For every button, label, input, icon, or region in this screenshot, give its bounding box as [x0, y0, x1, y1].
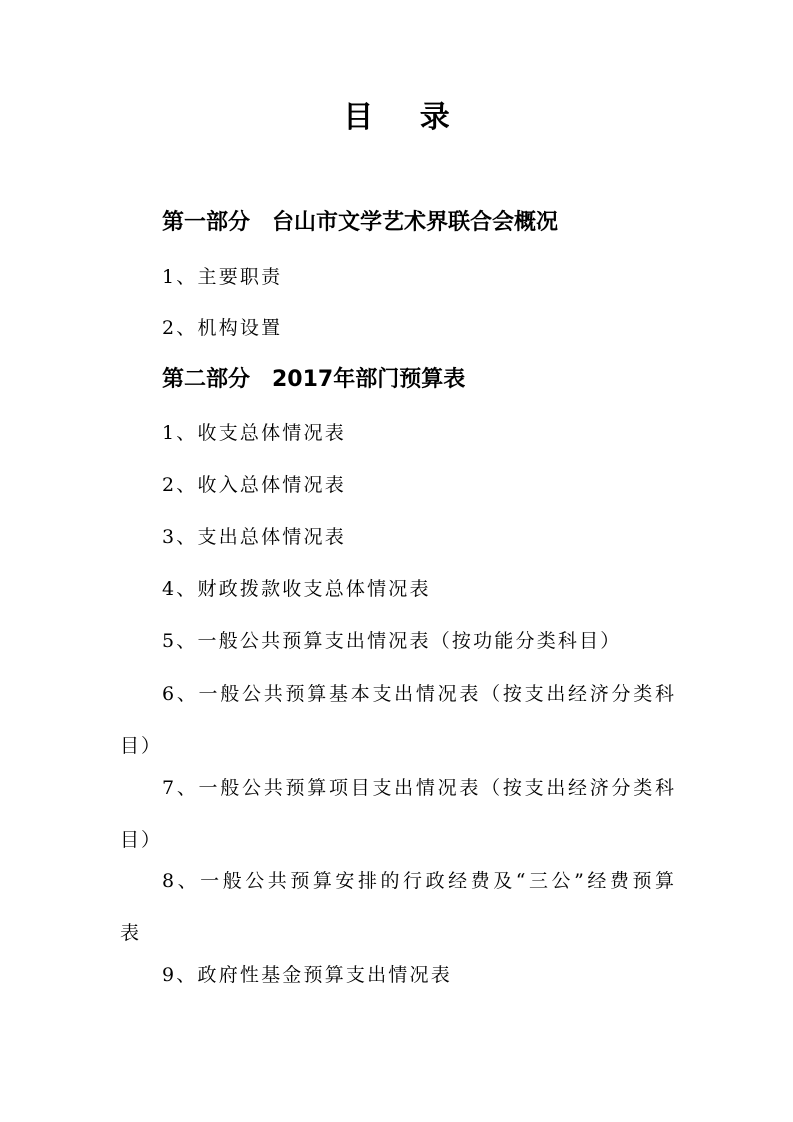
toc-item-2-1: 1、收支总体情况表 [162, 422, 346, 444]
toc-item-2-5: 5、一般公共预算支出情况表（按功能分类科目） [162, 630, 622, 652]
toc-item-2-7-line1: 7、一般公共预算项目支出情况表（按支出经济分类科 [162, 777, 676, 799]
part2-heading: 第二部分 2017年部门预算表 [162, 367, 466, 392]
toc-item-2-8-line2: 表 [120, 922, 142, 944]
part1-heading: 第一部分 台山市文学艺术界联合会概况 [162, 210, 559, 235]
toc-item-2-6-line2: 目） [120, 735, 163, 757]
toc-item-1-2: 2、机构设置 [162, 317, 283, 339]
toc-item-2-3: 3、支出总体情况表 [162, 526, 346, 548]
toc-item-1-1: 1、主要职责 [162, 266, 283, 288]
toc-title: 目 录 [343, 100, 468, 135]
toc-item-2-2: 2、收入总体情况表 [162, 474, 346, 496]
toc-item-2-6 [120, 679, 676, 761]
toc-item-2-7-line2: 目） [120, 829, 163, 851]
toc-item-2-4: 4、财政拨款收支总体情况表 [162, 578, 431, 600]
toc-item-2-8-line1: 8、一般公共预算安排的行政经费及“三公”经费预算 [162, 870, 676, 892]
toc-item-2-6-line1: 6、一般公共预算基本支出情况表（按支出经济分类科 [162, 683, 676, 705]
toc-item-2-9: 9、政府性基金预算支出情况表 [162, 964, 452, 986]
toc-item-2-8 [120, 866, 676, 948]
toc-item-2-7 [120, 773, 676, 855]
